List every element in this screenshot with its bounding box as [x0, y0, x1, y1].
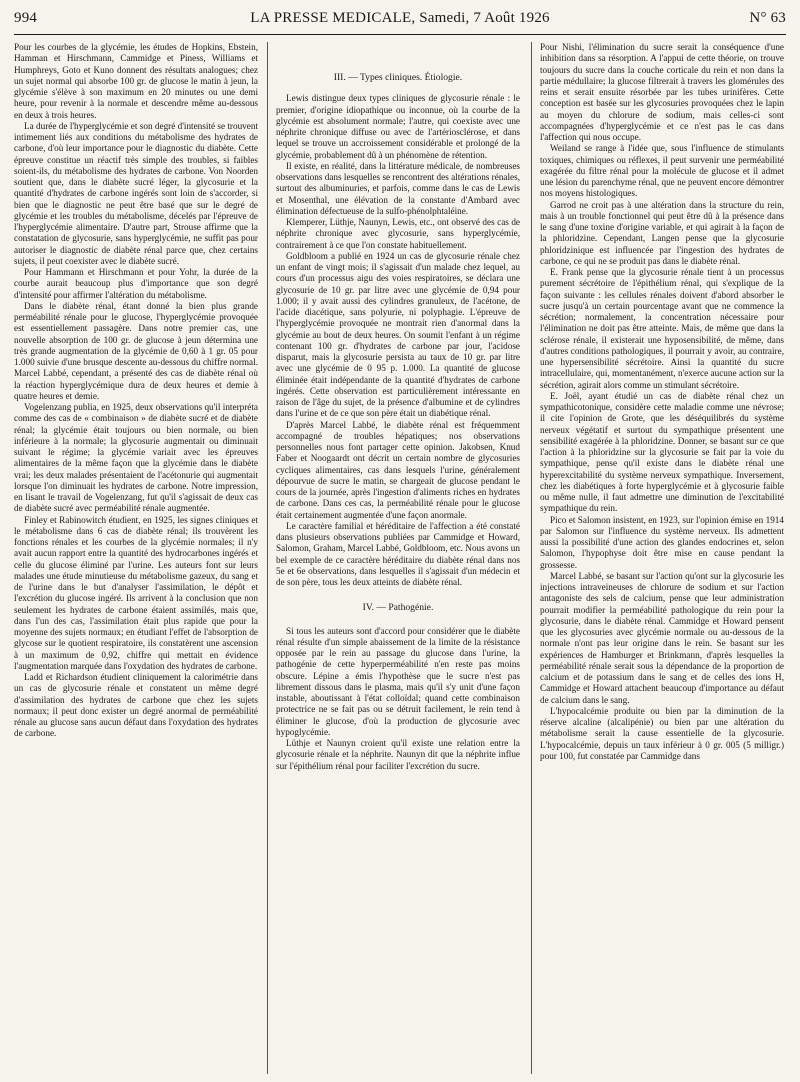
page-header [14, 6, 786, 35]
paragraph: Ladd et Richardson étudient cliniquement la calorimétrie dans un cas de glycosurie rénale et constatent un même degré d'assimilation des hydrates de carbone que chez les sujets normaux; il peut donc exister un degré anormal de perméabilité rénale au glucose sans aucun défaut dans l'oxydation des hydrates de carbone. [14, 672, 258, 739]
paragraph: Finley et Rabinowitch étudient, en 1925, les signes cliniques et le métabolisme dans 6 cas de diabète rénal; ils trouvèrent les fonctions rénales et les courbes de la glycémie normales; il n'y avait aucun rapport entre la quantité des hydrocarbones ingérés et celle du glucose éliminé par l'urine. Les auteurs font sur leurs malades une étude minutieuse du métabolisme gazeux, du sang et de l'urine dans le but d'analyser l'assimilation, le dépôt et l'excrétion du glucose ingéré. Ils arrivent à la conclusion que non seulement les hydrates de carbone étaient assimilés, mais que, dans l'un des cas, l'assimilation était plus rapide que pour la moyenne des sujets normaux; en étudiant l'effet de l'absorption de glycose sur le quotient respiratoire, ils constatèrent une ascension à un maximum de 0,92, chiffre qui mettait en évidence l'augmentation marquée dans l'oxydation des hydrates de carbone. [14, 514, 258, 671]
text-columns [14, 42, 786, 1076]
paragraph: Pico et Salomon insistent, en 1923, sur l'opinion émise en 1914 par Salomon sur l'influence du système nerveux. Ils admettent aussi la possibilité d'une action des glandes endocrines et, selon Salomon, l'hypophyse doit être mise en cause pendant la grossesse. [540, 514, 784, 570]
paragraph: E. Frank pense que la glycosurie rénale tient à un processus purement sécrétoire de l'épithélium rénal, qui s'explique de la façon suivante : les cellules rénales doivent d'abord absorber le sucre jusqu'à un certain pourcentage avant que ne commence la sécrétion; normalement, la concentration nécessaire pour l'élimination ne doit pas être atteinte. Mais, de même que dans la sclérose rénale, il existerait une hyposensibilité, de même, dans d'autres conditions pathologiques, il pourrait y avoir, au contraire, une hypersensibilité sécrétoire. Ainsi la quantité du sucre intracellulaire, qui, momentanément, n'exerce aucune action sur la sécrétion, agirait alors comme un stimulant sécrétoire. [540, 267, 784, 390]
column-divider [531, 42, 532, 1074]
paragraph: Pour Nishi, l'élimination du sucre serait la conséquence d'une inhibition dans sa résorption. A l'appui de cette théorie, on trouve toujours du sucre dans la couche corticale du rein et non dans la partie médullaire; la glucose filtrerait à travers les glomérules des reins et serait ensuite résorbée par les tubes urinifères. Cette conception est basée sur les glycosuries provoquées chez le lapin au moyen du chlorure de sodium, mais celles-ci sont accompagnées d'hyperglycémie et ce n'est pas le cas dans l'affection qui nous occupe. [540, 42, 784, 142]
column-1 [14, 42, 258, 1076]
paragraph: Goldbloom a publié en 1924 un cas de glycosurie rénale chez un enfant de vingt mois; il s'agissait d'un malade chez lequel, au cours d'un processus aigu des voies respiratoires, se déclara une glycosurie de 10 gr. par litre avec une glycémie de 0,94 pour 1.000; il y avait aussi des cylindres granuleux, de l'acétone, de l'acide diacétique, sans polyurie, ni polyphagie. L'épreuve de l'hyperglycémie provoquée ne montrait rien d'anormal dans la glycémie au bout de deux heures. On soumit l'enfant à un régime contenant 100 gr. d'hydrates de carbone par jour, l'acidose disparut, mais la glycosurie persista au taux de 10 gr. par litre avec une glycémie de 0 95 p. 1.000. La quantité de glucose éliminée était indépendante de la quantité d'hydrates de carbone ingérés. Cette observation est particulièrement intéressante en raison de l'âge du sujet, de la présence d'albumine et de cylindres dans l'urine et de ce que son père était un diabétique rénal. [276, 250, 520, 419]
issue-number: N° 63 [749, 10, 786, 26]
paragraph: D'après Marcel Labbé, le diabète rénal est fréquemment accompagné de troubles hépatiques; nos observations personnelles nous font partager cette opinion. Jakobsen, Knud Faber et Noogaardt ont décrit un certain nombre de glycosuries cycliques alimentaires, cas dans lesquels l'urine, généralement dépourvue de sucre le matin, se chargeait de glucose pendant le cours de la journée, après l'ingestion d'aliments riches en hydrates de carbone. Dans ces cas, la perméabilité rénale pour le glucose était certainement augmentée d'une façon anormale. [276, 419, 520, 520]
paragraph: E. Joël, ayant étudié un cas de diabète rénal chez un sympathicotonique, considère cette maladie comme une névrose; il cite l'opinion de Grote, que les déséquilibrés du système nerveux végétatif et surtout du sympathique présentent une sensibilité exagérée à la phloridzine. Donner, se basant sur ce que l'action à la phloridzine sur la glycosurie se fait par la voie du sympathique, pense qu'il existe dans le diabète rénal une hyperexcitabilité du système nerveux sympathique. Inversement, chez les diabétiques à forte hyperglycémie et à glycosurie faible ou même nulle, il faut admettre une diminution de l'excitabilité sympathique du rein. [540, 390, 784, 514]
paragraph: Pour les courbes de la glycémie, les études de Hopkins, Ebstein, Hamman et Hirschmann, Cammidge et Piness, Williams et Humphreys, Goto et Kuno donnent des résultats analogues; chez un sujet normal qui absorbe 100 gr. de glucose le matin à jeun, la glycémie s'élève à son maximum en 20 minutes ou une demi heure, pour revenir à la normale et descendre même au-dessous en deux à trois heures. [14, 42, 258, 120]
column-3 [540, 42, 784, 1076]
paragraph: Pour Hammann et Hirschmann et pour Yohr, la durée de la courbe aurait beaucoup plus d'importance que son degré d'intensité pour affirmer l'altération du métabolisme. [14, 267, 258, 300]
paragraph: Si tous les auteurs sont d'accord pour considérer que le diabète rénal résulte d'un simple abaissement de la limite de la résistance opposée par le rein au passage du glucose dans l'urine, la pathogénie de cette hyperperméabilité n'en reste pas moins obscure. Lépine a émis l'hypothèse que le sucre n'est pas librement dissous dans le plasma, mais qu'il s'y unit d'une façon instable, aboutissant à l'état colloïdal; quand cette combinaison protectrice ne se fait pas ou se détruit facilement, le rein tend à éliminer le glucose, d'où la production de glycosurie avec hypoglycémie. [276, 625, 520, 737]
page-number: 994 [14, 10, 38, 26]
column-2 [276, 42, 520, 1076]
paragraph: Vogelenzang publia, en 1925, deux observations qu'il interpréta comme des cas de « combinaison » de diabète sucré et de diabète rénal; la glycémie était toujours ou bien normale, ou bien inférieure à la normale; la glycosurie augmentait ou diminuait suivant le régime; la glycémie variait avec les épreuves alimentaires de la même façon que la glycémie dans le diabète vrai; les deux malades présentaient de l'acétonurie qui augmentait lorsque l'on diminuait les hydrates de carbone. Notre impression, en lisant le travail de Vogelenzang, fut qu'il s'agissait de deux cas de diabète sucré avec perméabilité rénale augmentée. [14, 402, 258, 514]
paragraph: Garrod ne croit pas à une altération dans la structure du rein, mais à un trouble fonctionnel qui peut être dû à la présence dans le sang d'une toxine d'origine variable, et qui agirait à la façon de la phloridzine. Cependant, Langen pense que la glycosurie phloridzinique est influencée par l'ingestion des hydrates de carbone, ce qui ne se produit pas dans le diabète rénal. [540, 199, 784, 266]
paragraph: Marcel Labbé, se basant sur l'action qu'ont sur la glycosurie les injections intraveineuses de chlorure de sodium et sur l'action antagoniste des sels de calcium, pense que leur administration pourrait modifier la perméabilité pathologique du rein pour la glycosurie, dans le diabète rénal. Cammidge et Howard pensent que les glycosuries avec glycémie normale ou au-dessous de la normale n'ont pas leur origine dans le rein. Se basant sur les expériences de Hamburger et Brinkmann, d'après lesquelles la perméabilité rénale serait sous la dépendance de la proportion de calcium et de potassium dans le sang et de celles des ions H, Cammidge et Howard attachent beaucoup d'importance au défaut de calcium dans le sang. [540, 570, 784, 705]
paragraph: L'hypocalcémie produite ou bien par la diminution de la réserve alcaline (alcalipénie) ou bien par une altération du métabolisme serait la cause essentielle de la glycosurie. L'hypocalcémie, depuis un taux inférieur à 0 gr. 005 (5 milligr.) pour 100, fut constatée par Cammidge dans [540, 705, 784, 761]
journal-title: LA PRESSE MEDICALE, Samedi, 7 Août 1926 [250, 10, 550, 26]
paragraph: Le caractère familial et héréditaire de l'affection a été constaté dans plusieurs observations publiées par Cammidge et Howard, Salomon, Graham, Marcel Labbé, Goldbloom, etc. Nous avons un bel exemple de ce caractère héréditaire du diabète rénal dans nos 5e et 6e observations, dans lesquelles il s'agissait d'un médecin et de son père, tous les deux atteints de diabète rénal. [276, 520, 520, 587]
paragraph: Dans le diabète rénal, étant donné la bien plus grande perméabilité rénale pour le glucose, l'hyperglycémie provoquée est essentiellement passagère. Dans notre premier cas, une nouvelle absorption de 100 gr. de glucose à jeun détermina une très grande augmentation de la glycémie de 0,60 à 1 gr. 05 pour 1.000 suivie d'une brusque descente au-dessous du chiffre normal. Marcel Labbé, cependant, a présenté des cas de diabète rénal où la réaction hyperglycémique dura de deux heures et demie à quatre heures et demie. [14, 300, 258, 401]
newspaper-page [14, 6, 786, 1076]
paragraph: Il existe, en réalité, dans la littérature médicale, de nombreuses observations dans lesquelles se rencontrent des altérations rénales, surtout des albuminuries, et parfois, comme dans le cas de Lewis et Mosenthal, une élévation de la constante d'Ambard avec élimination défectueuse de la sulfo-phénolphtaléine. [276, 160, 520, 216]
section-heading: III. — Types cliniques. Étiologie. [333, 72, 463, 83]
column-divider [267, 42, 268, 1074]
paragraph: Lüthje et Naunyn croient qu'il existe une relation entre la glycosurie rénale et la néphrite. Naunyn dit que la néphrite influe sur l'épithélium rénal pour faciliter l'excrétion du sucre. [276, 738, 520, 771]
section-heading: IV. — Pathogénie. [362, 602, 434, 614]
paragraph: Weiland se range à l'idée que, sous l'influence de stimulants toxiques, chimiques ou réflexes, il peut survenir une perméabilité exagérée du filtre rénal pour la molécule de glucose et il admet une lésion du parenchyme rénal, que ne peuvent encore démontrer nos moyens histologiques. [540, 143, 784, 199]
paragraph: Klemperer, Lüthje, Naunyn, Lewis, etc., ont observé des cas de néphrite chronique avec glycosurie, sans hyperglycémie, contrairement à ce que l'on constate habituellement. [276, 217, 520, 250]
paragraph: Lewis distingue deux types cliniques de glycosurie rénale : le premier, d'origine idiopathique ou inconnue, où la courbe de la glycémie est absolument normale; l'autre, qui coexiste avec une néphrite chronique diffuse ou avec de l'artériosclérose, et dans lequel se trouve un accroissement considérable et prolongé de la glycémie, probablement dû à un phénomène de rétention. [276, 93, 520, 160]
paragraph: La durée de l'hyperglycémie et son degré d'intensité se trouvent intimement liés aux conditions du métabolisme des hydrates de carbone, d'où leur importance pour le diagnostic du diabète. Cette épreuve constitue un réactif très simple des troubles, si faibles soient-ils, du métabolisme des hydrates de carbone. Von Noorden soutient que, dans le diabète sucré léger, la glycosurie et la quantité d'hydrates de carbone ingérés sont loin de s'accorder, si bien que le diagnostic ne peut être basé que sur le degré de glycémie et les troubles du métabolisme, décelés par l'épreuve de l'hyperglycémie alimentaire. D'autre part, Strouse affirme que la constatation de glycosurie, sans hyperglycémie, ne suffit pas pour autoriser le diagnostic de diabète rénal parce que, chez certains sujets, il peut coexister avec le diabète sucré. [14, 120, 258, 266]
